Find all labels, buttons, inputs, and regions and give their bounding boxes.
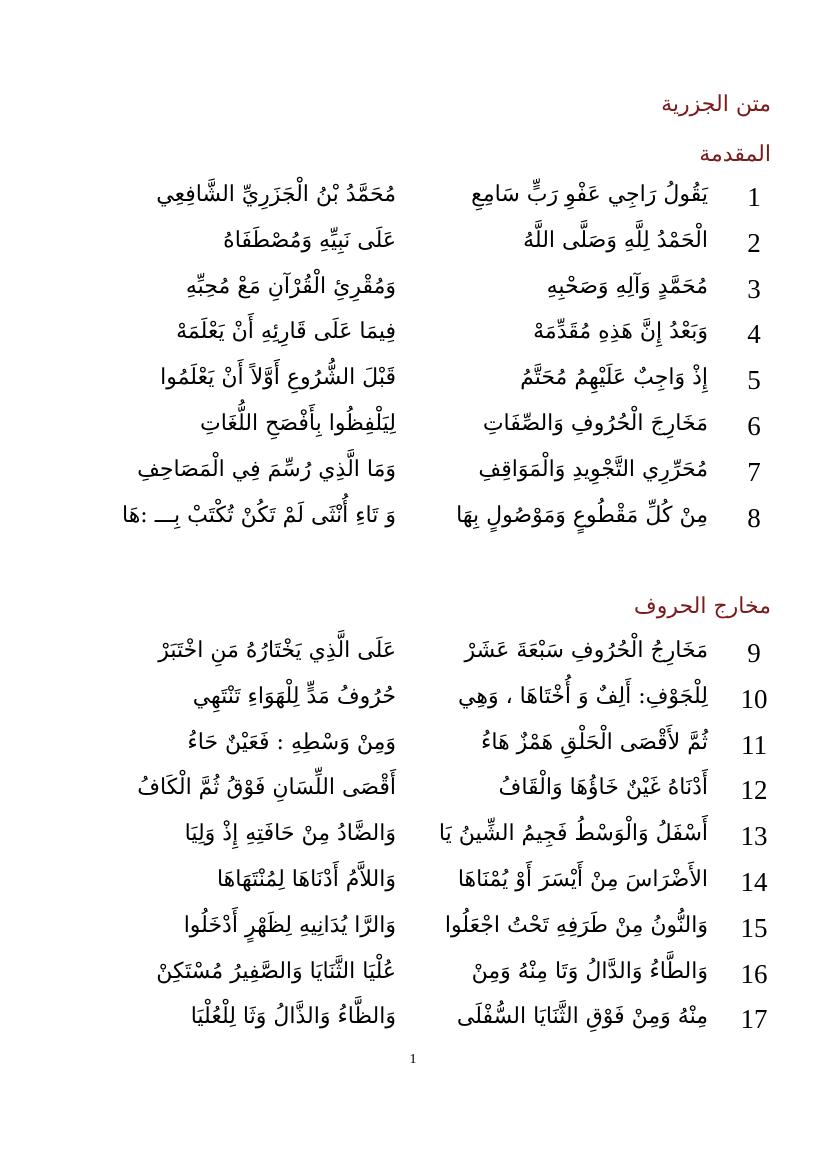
verse-first-hemistich: وَالنُّونُ مِنْ طَرَفِهِ تَحْتُ اجْعَلُوا [444, 912, 708, 938]
verse-number: 12 [740, 775, 768, 806]
verse-first-hemistich: الأَضْرَاسَ مِنْ أَيْسَرَ أَوْ يُمْنَاهَا [457, 866, 708, 892]
verse-first-hemistich: مُحَرِّرِي التَّجْوِيدِ وَالْمَوَاقِفِ [478, 456, 708, 482]
verse-first-hemistich: الْحَمْدُ لِلَّهِ وَصَلَّى اللَّهُ [523, 227, 708, 253]
verse-first-hemistich: أَدْنَاهُ غَيْنٌ خَاؤُهَا وَالْقَافُ [498, 775, 708, 801]
verse-second-hemistich: وَ تَاءِ أُنْثَى لَمْ تَكُنْ تُكْتَبْ بِـــ :هَا [121, 502, 396, 528]
verse-number: 14 [740, 866, 768, 897]
verse-number: 13 [740, 821, 768, 852]
verse-first-hemistich: إِذْ وَاجِبٌ عَلَيْهِمُ مُحَتَّمُ [520, 365, 708, 391]
verse-row [0, 996, 826, 1042]
verse-second-hemistich: وَمَا الَّذِي رُسِّمَ فِي الْمَصَاحِفِ [137, 456, 396, 482]
verse-first-hemistich: ثُمَّ لأَقْصَى الْحَلْقِ هَمْزٌ هَاءُ [481, 729, 708, 755]
document-title: متن الجزرية [661, 92, 771, 117]
verse-second-hemistich: وَمِنْ وَسْطِهِ : فَعَيْنٌ حَاءُ [187, 729, 396, 755]
verse-number: 9 [747, 638, 761, 668]
verse-second-hemistich: عُلْيَا الثَّنَايَا وَالصَّفِيرُ مُسْتَكِنْ [156, 958, 396, 984]
verse-first-hemistich: مُحَمَّدٍ وَآلِهِ وَصَحْبِهِ [546, 273, 708, 299]
verse-number: 16 [740, 958, 768, 989]
page-number: 1 [409, 1052, 417, 1067]
verse-number: 4 [747, 319, 761, 350]
verse-row [0, 813, 826, 859]
verse-row [0, 449, 826, 495]
verse-first-hemistich: وَالطَّاءُ وَالدَّالُ وَتَا مِنْهُ وَمِنْ [471, 958, 708, 984]
verse-number: 8 [747, 502, 761, 533]
verse-row [0, 266, 826, 312]
verse-number: 5 [747, 365, 761, 396]
section-heading-articulation-points: مخارج الحروف [633, 594, 771, 619]
verse-second-hemistich: عَلَى نَبِيِّهِ وَمُصْطَفَاهُ [223, 227, 396, 253]
verse-second-hemistich: عَلَى الَّذِي يَخْتَارُهُ مَنِ اخْتَبَرْ [158, 638, 396, 663]
verse-second-hemistich: وَالضَّادُ مِنْ حَافَتِهِ إِذْ وَلِيَا [184, 821, 396, 847]
verse-second-hemistich: وَاللاَّمُ أَدْنَاهَا لِمُنْتَهَاهَا [216, 866, 396, 892]
verse-number: 11 [741, 729, 767, 760]
section-heading-introduction: المقدمة [699, 142, 771, 167]
verse-second-hemistich: فِيمَا عَلَى قَارِئِهِ أَنْ يَعْلَمَهْ [176, 319, 396, 345]
verse-second-hemistich: وَالظَّاءُ وَالذَّالُ وَثَا لِلْعُلْيَا [190, 1004, 396, 1030]
verse-number: 17 [740, 1004, 768, 1035]
verse-list-introduction [0, 174, 826, 540]
verse-row [0, 495, 826, 541]
verse-second-hemistich: وَمُقْرِئِ الْقُرْآنِ مَعْ مُحِبِّهِ [185, 273, 396, 299]
verse-second-hemistich: حُرُوفُ مَدٍّ لِلْهَوَاءِ تَنْتَهِي [192, 683, 396, 709]
verse-row [0, 905, 826, 951]
verse-second-hemistich: مُحَمَّدُ بْنُ الْجَزَرِيِّ الشَّافِعِي [156, 182, 396, 207]
verse-number: 3 [747, 273, 761, 304]
verse-row [0, 951, 826, 997]
verse-row [0, 174, 826, 220]
verse-row [0, 722, 826, 768]
verse-first-hemistich: وَبَعْدُ إِنَّ هَذِهِ مُقَدِّمَهْ [533, 319, 708, 345]
verse-row [0, 859, 826, 905]
verse-first-hemistich: مِنْهُ وَمِنْ فَوْقِ الثَّنَايَا السُّفْلَى [456, 1004, 708, 1030]
verse-second-hemistich: لِيَلْفِظُوا بِأَفْصَحِ اللُّغَاتِ [199, 410, 396, 436]
verse-first-hemistich: مِنْ كُلِّ مَقْطُوعٍ وَمَوْصُولٍ بِهَا [456, 502, 708, 528]
verse-second-hemistich: أَقْصَى اللِّسَانِ فَوْقُ ثُمَّ الْكَافُ [137, 775, 396, 801]
verse-number: 7 [747, 456, 761, 487]
verse-row [0, 767, 826, 813]
verse-number: 10 [740, 683, 768, 714]
verse-number: 2 [747, 227, 761, 258]
verse-first-hemistich: مَخَارِجَ الْحُرُوفِ وَالصِّفَاتِ [482, 410, 708, 436]
verse-row [0, 357, 826, 403]
verse-second-hemistich: وَالرَّا يُدَانِيهِ لِظَهْرٍ أَدْخَلُوا [183, 912, 396, 938]
verse-second-hemistich: قَبْلَ الشُّرُوعِ أَوَّلاً أَنْ يَعْلَمُوا [160, 365, 396, 391]
verse-first-hemistich: لِلْجَوْفِ: أَلِفٌ وَ أُخْتَاهَا ، وَهِي [458, 683, 708, 709]
verse-row [0, 311, 826, 357]
verse-number: 6 [747, 410, 761, 441]
verse-row [0, 676, 826, 722]
verse-row [0, 403, 826, 449]
verse-list-articulation-points [0, 630, 826, 1042]
verse-row [0, 220, 826, 266]
verse-first-hemistich: أَسْفَلُ وَالْوَسْطُ فَجِيمُ الشِّينُ يَا [438, 821, 708, 847]
verse-number: 1 [747, 182, 761, 212]
verse-row [0, 630, 826, 676]
verse-first-hemistich: يَقُولُ رَاجِي عَفْوِ رَبٍّ سَامِعِ [471, 182, 708, 207]
verse-number: 15 [740, 912, 768, 943]
verse-first-hemistich: مَخَارِجُ الْحُرُوفِ سَبْعَةَ عَشَرْ [464, 638, 708, 663]
